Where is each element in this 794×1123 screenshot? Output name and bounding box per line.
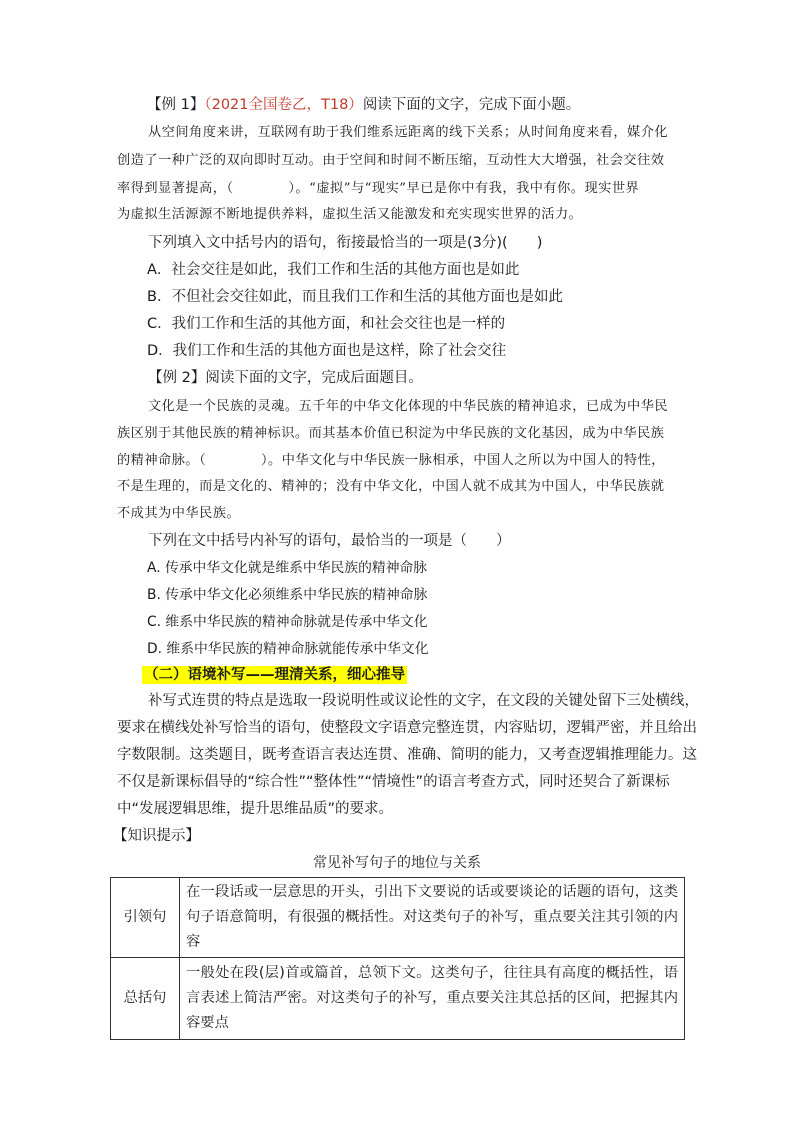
example-2-option-d: D. 维系中华民族的精神命脉就能传承中华文化 xyxy=(147,641,429,657)
section-body-line: 补写式连贯的特点是选取一段说明性或议论性的文字，在文段的关键处留下三处横线， xyxy=(148,693,699,709)
section-title xyxy=(142,665,407,685)
table-caption: 常见补写句子的地位与关系 xyxy=(313,855,481,871)
example-2-passage-line: 族区别于其他民族的精神标识。而其基本价值已积淀为中华民族的文化基因，成为中华民族 xyxy=(117,426,665,441)
example-1-passage-line: 为虚拟生活源源不断地提供养料，虚拟生活又能激发和充实现实世界的活力。 xyxy=(117,207,583,222)
example-2-passage-line: 不成其为中华民族。 xyxy=(117,506,241,521)
example-1-source: （2021全国卷乙，T18） xyxy=(204,97,363,113)
example-2-option-c: C. 维系中华民族的精神命脉就是传承中华文化 xyxy=(147,614,428,630)
example-2-passage-line: 不是生理的，而是文化的、精神的；没有中华文化，中国人就不成其为中国人，中华民族就 xyxy=(117,479,665,494)
section-title-highlight: （二）语境补写——理清关系，细心推导 xyxy=(144,667,405,683)
table-term-cell: 引领句 xyxy=(111,878,180,958)
example-2-option-b: B. 传承中华文化必须维系中华民族的精神命脉 xyxy=(147,587,428,603)
example-2-passage-line: 文化是一个民族的灵魂。五千年的中华文化体现的中华民族的精神追求，已成为中华民 xyxy=(148,399,669,414)
sentence-role-table xyxy=(110,877,685,1040)
example-1-instruction: 阅读下面的文字，完成下面小题。 xyxy=(362,97,581,113)
knowledge-tip-heading: 【知识提示】 xyxy=(113,828,200,844)
example-2-option-a: A. 传承中华文化就是维系中华民族的精神命脉 xyxy=(147,560,428,576)
example-1-question: 下列填入文中括号内的语句，衔接最恰当的一项是(3分)( ) xyxy=(148,235,543,251)
example-2-question: 下列在文中括号内补写的语句，最恰当的一项是（ ） xyxy=(148,533,511,549)
example-1-option-c: C．我们工作和生活的其他方面，和社会交往也是一样的 xyxy=(147,316,506,332)
example-1-heading xyxy=(147,95,580,115)
example-1-passage-line: 率得到显著提高，（ ）。“虚拟”与“现实”早已是你中有我，我中有你。现实世界 xyxy=(117,181,640,196)
section-body-line: 不仅是新课标倡导的“综合性”“整体性”“情境性”的语言考查方式，同时还契合了新课标 xyxy=(117,774,670,790)
example-1-label: 【例 1】 xyxy=(147,97,205,113)
example-1-passage-line: 从空间角度来讲，互联网有助于我们维系远距离的线下关系；从时间角度来看，媒介化 xyxy=(148,125,669,140)
example-1-option-a: A．社会交往是如此，我们工作和生活的其他方面也是如此 xyxy=(147,262,520,278)
example-1-option-d: D．我们工作和生活的其他方面也是这样，除了社会交往 xyxy=(147,343,507,359)
example-1-passage-line: 创造了一种广泛的双向即时互动。由于空间和时间不断压缩，互动性大大增强，社会交往效 xyxy=(117,153,665,168)
example-1-option-b: B．不但社会交往如此，而且我们工作和生活的其他方面也是如此 xyxy=(147,289,563,305)
table-row xyxy=(111,878,685,958)
table-term-cell: 总括句 xyxy=(111,958,180,1040)
table-desc-cell: 一般处在段(层)首或篇首，总领下文。这类句子，往往具有高度的概括性，语言表述上简洁严密。对这类句子的补写，重点要关注其总括的区间，把握其内容要点 xyxy=(180,958,685,1040)
section-body-line: 要求在横线处补写恰当的语句，使整段文字语意完整连贯，内容贴切，逻辑严密，并且给出 xyxy=(117,720,697,736)
section-body-line: 中“发展逻辑思维，提升思维品质”的要求。 xyxy=(117,801,394,817)
example-2-heading: 【例 2】阅读下面的文字，完成后面题目。 xyxy=(148,370,423,386)
example-2-passage-line: 的精神命脉。（ ）。中华文化与中华民族一脉相承，中国人之所以为中国人的特性， xyxy=(117,453,665,468)
table-desc-cell: 在一段话或一层意思的开头，引出下文要说的话或要谈论的话题的语句，这类句子语意简明，有很强的概括性。对这类句子的补写，重点要关注其引领的内容 xyxy=(180,878,685,958)
section-body-line: 字数限制。这类题目，既考查语言表达连贯、准确、简明的能力，又考查逻辑推理能力。这 xyxy=(117,747,697,763)
table-row xyxy=(111,958,685,1040)
